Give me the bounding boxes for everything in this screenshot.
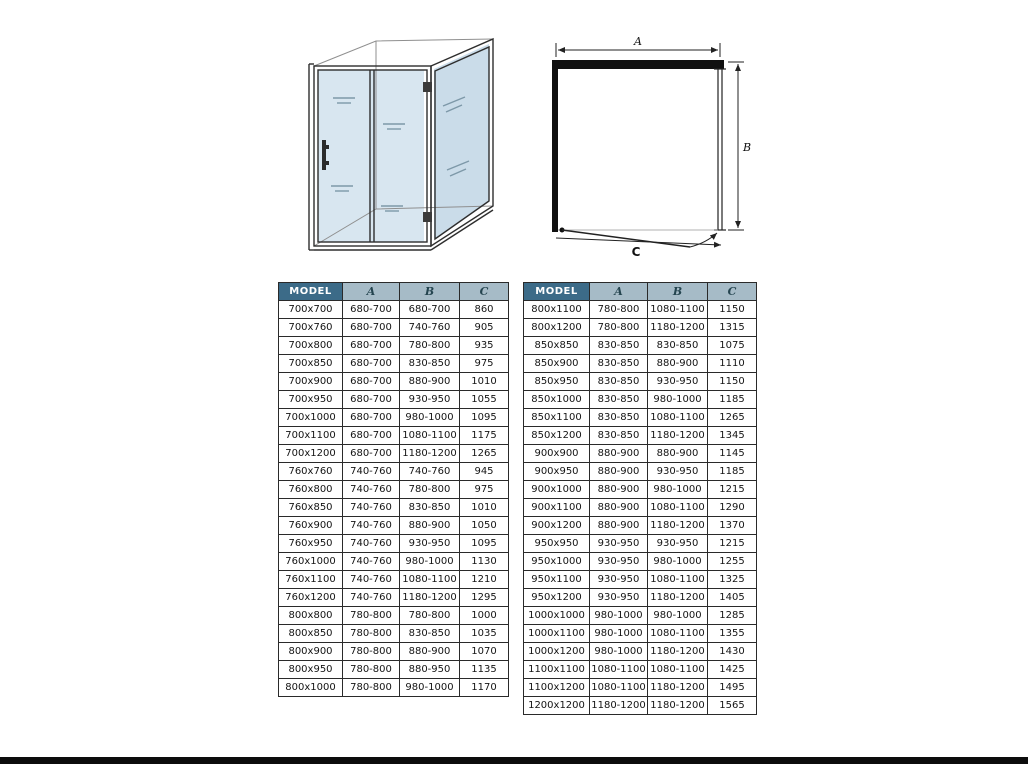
table-cell: 700x800 [279,337,343,355]
table-cell: 1180-1200 [648,697,708,715]
table-cell: 1110 [708,355,757,373]
table-cell: 700x900 [279,373,343,391]
table-cell: 980-1000 [400,679,460,697]
table-cell: 680-700 [343,409,400,427]
header-model: MODEL [524,283,590,301]
table-cell: 800x950 [279,661,343,679]
table-cell: 980-1000 [590,607,648,625]
table-cell: 1210 [460,571,509,589]
table-cell: 880-900 [648,355,708,373]
table-cell: 930-950 [400,391,460,409]
table-cell: 760x900 [279,517,343,535]
table-cell: 830-850 [590,355,648,373]
table-cell: 1075 [708,337,757,355]
table-cell: 1000 [460,607,509,625]
table-row [524,553,757,571]
table-cell: 1050 [460,517,509,535]
table-cell: 850x1100 [524,409,590,427]
table-cell: 760x800 [279,481,343,499]
table-cell: 1095 [460,409,509,427]
table-cell: 1055 [460,391,509,409]
table-cell: 740-760 [343,589,400,607]
table-cell: 880-900 [590,481,648,499]
table-cell: 980-1000 [648,391,708,409]
table-cell: 1200x1200 [524,697,590,715]
table-cell: 1185 [708,463,757,481]
table-cell: 1425 [708,661,757,679]
table-row [279,607,509,625]
table-cell: 900x1100 [524,499,590,517]
table-row [279,679,509,697]
table-row [524,463,757,481]
table-cell: 700x850 [279,355,343,373]
table-row [279,337,509,355]
table-row [524,625,757,643]
table-cell: 930-950 [648,373,708,391]
table-cell: 945 [460,463,509,481]
table-cell: 950x1000 [524,553,590,571]
table-cell: 1180-1200 [400,589,460,607]
size-table-right-body [524,301,757,715]
table-row [524,337,757,355]
table-row [279,445,509,463]
table-cell: 1290 [708,499,757,517]
table-cell: 880-900 [400,517,460,535]
table-cell: 1405 [708,589,757,607]
table-cell: 1095 [460,535,509,553]
table-cell: 700x950 [279,391,343,409]
table-cell: 880-900 [400,373,460,391]
table-cell: 905 [460,319,509,337]
table-row [524,409,757,427]
table-cell: 900x1000 [524,481,590,499]
table-cell: 1265 [460,445,509,463]
table-cell: 1180-1200 [648,679,708,697]
table-cell: 780-800 [400,337,460,355]
header-a: A [590,283,648,301]
table-cell: 680-700 [343,373,400,391]
table-cell: 880-900 [590,445,648,463]
table-cell: 800x850 [279,625,343,643]
table-cell: 900x950 [524,463,590,481]
table-cell: 740-760 [400,319,460,337]
table-cell: 880-900 [590,499,648,517]
table-cell: 880-900 [590,517,648,535]
table-cell: 800x1000 [279,679,343,697]
table-cell: 680-700 [343,355,400,373]
table-row [524,643,757,661]
table-cell: 830-850 [400,625,460,643]
table-cell: 1315 [708,319,757,337]
table-cell: 1080-1100 [648,409,708,427]
table-cell: 1100x1200 [524,679,590,697]
table-cell: 700x1200 [279,445,343,463]
table-cell: 950x1100 [524,571,590,589]
table-cell: 680-700 [343,337,400,355]
table-cell: 780-800 [400,607,460,625]
table-cell: 700x760 [279,319,343,337]
table-cell: 980-1000 [648,607,708,625]
table-row [279,589,509,607]
table-cell: 740-760 [343,535,400,553]
table-row [279,643,509,661]
table-row [279,499,509,517]
side-panel-plan [714,69,726,230]
table-cell: 700x1100 [279,427,343,445]
table-cell: 850x850 [524,337,590,355]
table-row [524,697,757,715]
table-row [279,571,509,589]
dimension-b-label: B [743,141,752,154]
table-cell: 760x760 [279,463,343,481]
table-cell: 1150 [708,373,757,391]
table-cell: 850x1200 [524,427,590,445]
table-row [524,517,757,535]
table-cell: 780-800 [343,643,400,661]
size-table-left-body [279,301,509,697]
table-row [279,481,509,499]
table-cell: 980-1000 [648,553,708,571]
table-cell: 700x700 [279,301,343,319]
table-cell: 760x1000 [279,553,343,571]
table-cell: 850x950 [524,373,590,391]
table-cell: 880-900 [648,445,708,463]
wall-profiles [552,60,724,232]
table-cell: 930-950 [590,535,648,553]
glass-panels [318,44,489,242]
table-cell: 780-800 [400,481,460,499]
table-cell: 1080-1100 [590,661,648,679]
table-cell: 1325 [708,571,757,589]
table-row [524,481,757,499]
table-row [524,319,757,337]
table-cell: 1080-1100 [648,301,708,319]
table-cell: 780-800 [343,607,400,625]
table-cell: 780-800 [343,625,400,643]
table-cell: 680-700 [343,319,400,337]
table-cell: 1175 [460,427,509,445]
table-cell: 700x1000 [279,409,343,427]
table-cell: 680-700 [343,445,400,463]
table-cell: 800x1100 [524,301,590,319]
size-table-right [523,282,757,715]
table-cell: 1370 [708,517,757,535]
table-cell: 1180-1200 [648,319,708,337]
table-cell: 740-760 [343,463,400,481]
table-row [524,607,757,625]
table-cell: 930-950 [648,463,708,481]
table-cell: 975 [460,355,509,373]
table-cell: 740-760 [343,571,400,589]
shower-3d-diagram [297,28,509,272]
table-row [279,373,509,391]
table-cell: 800x1200 [524,319,590,337]
table-cell: 980-1000 [648,481,708,499]
table-cell: 740-760 [343,517,400,535]
table-cell: 850x900 [524,355,590,373]
table-cell: 1080-1100 [648,661,708,679]
table-cell: 980-1000 [400,409,460,427]
table-cell: 760x1200 [279,589,343,607]
table-cell: 1170 [460,679,509,697]
table-cell: 1295 [460,589,509,607]
table-cell: 1565 [708,697,757,715]
table-row [279,463,509,481]
table-cell: 780-800 [590,301,648,319]
table-cell: 850x1000 [524,391,590,409]
table-cell: 830-850 [590,391,648,409]
table-cell: 880-900 [590,463,648,481]
table-row [279,355,509,373]
table-cell: 1145 [708,445,757,463]
table-cell: 760x950 [279,535,343,553]
table-row [524,679,757,697]
table-cell: 1080-1100 [648,571,708,589]
table-cell: 1355 [708,625,757,643]
table-cell: 1080-1100 [648,625,708,643]
table-cell: 830-850 [400,499,460,517]
table-cell: 1185 [708,391,757,409]
table-cell: 860 [460,301,509,319]
table-cell: 930-950 [590,571,648,589]
table-cell: 830-850 [590,373,648,391]
table-cell: 980-1000 [400,553,460,571]
table-cell: 780-800 [590,319,648,337]
table-row [279,319,509,337]
table-cell: 1135 [460,661,509,679]
table-cell: 880-950 [400,661,460,679]
table-row [524,355,757,373]
table-row [524,301,757,319]
table-cell: 900x1200 [524,517,590,535]
table-cell: 1000x1100 [524,625,590,643]
table-row [279,553,509,571]
table-cell: 935 [460,337,509,355]
table-cell: 1345 [708,427,757,445]
table-cell: 780-800 [343,661,400,679]
table-cell: 930-950 [590,589,648,607]
table-row [524,499,757,517]
table-cell: 1080-1100 [590,679,648,697]
dimension-c [556,238,721,245]
table-cell: 680-700 [343,391,400,409]
table-cell: 980-1000 [590,625,648,643]
table-cell: 830-850 [590,427,648,445]
table-cell: 950x1200 [524,589,590,607]
table-row [524,391,757,409]
table-row [279,661,509,679]
table-row [279,517,509,535]
table-row [524,661,757,679]
header-a: A [343,283,400,301]
dimension-a-label: A [634,35,642,48]
table-cell: 1070 [460,643,509,661]
table-cell: 1080-1100 [400,571,460,589]
header-b: B [400,283,460,301]
table-cell: 930-950 [590,553,648,571]
table-cell: 1215 [708,535,757,553]
table-cell: 1080-1100 [400,427,460,445]
table-row [279,391,509,409]
table-cell: 1010 [460,499,509,517]
table-cell: 900x900 [524,445,590,463]
table-cell: 975 [460,481,509,499]
table-cell: 1000x1200 [524,643,590,661]
table-row [524,535,757,553]
table-row [279,625,509,643]
table-cell: 1255 [708,553,757,571]
table-cell: 740-760 [343,553,400,571]
table-cell: 1265 [708,409,757,427]
table-cell: 930-950 [400,535,460,553]
table-cell: 830-850 [400,355,460,373]
table-cell: 1495 [708,679,757,697]
table-cell: 1180-1200 [400,445,460,463]
table-header-row [279,283,509,301]
table-row [279,427,509,445]
header-model: MODEL [279,283,343,301]
table-cell: 1215 [708,481,757,499]
table-cell: 1180-1200 [648,517,708,535]
table-cell: 1180-1200 [648,589,708,607]
table-cell: 830-850 [648,337,708,355]
table-cell: 1130 [460,553,509,571]
table-cell: 1010 [460,373,509,391]
table-row [524,373,757,391]
table-cell: 1180-1200 [590,697,648,715]
table-cell: 680-700 [343,301,400,319]
table-cell: 880-900 [400,643,460,661]
size-table-left [278,282,509,697]
table-row [279,301,509,319]
table-cell: 1430 [708,643,757,661]
table-row [524,571,757,589]
table-cell: 950x950 [524,535,590,553]
table-cell: 830-850 [590,337,648,355]
table-cell: 740-760 [400,463,460,481]
table-row [279,535,509,553]
table-cell: 760x1100 [279,571,343,589]
table-cell: 680-700 [400,301,460,319]
table-row [524,427,757,445]
table-cell: 1180-1200 [648,427,708,445]
table-cell: 680-700 [343,427,400,445]
table-cell: 930-950 [648,535,708,553]
header-c: C [460,283,509,301]
table-row [524,589,757,607]
table-cell: 1180-1200 [648,643,708,661]
shower-plan-diagram [540,34,752,258]
table-cell: 1035 [460,625,509,643]
table-row [279,409,509,427]
header-b: B [648,283,708,301]
table-cell: 1000x1000 [524,607,590,625]
bottom-border-bar [0,757,1028,764]
table-cell: 1150 [708,301,757,319]
table-cell: 740-760 [343,499,400,517]
table-cell: 980-1000 [590,643,648,661]
dimension-b [728,62,744,230]
table-cell: 780-800 [343,679,400,697]
dimension-c-label: C [631,245,641,258]
table-cell: 760x850 [279,499,343,517]
table-cell: 1100x1100 [524,661,590,679]
header-c: C [708,283,757,301]
table-cell: 830-850 [590,409,648,427]
table-row [524,445,757,463]
table-cell: 1080-1100 [648,499,708,517]
table-cell: 1285 [708,607,757,625]
table-cell: 800x800 [279,607,343,625]
table-cell: 800x900 [279,643,343,661]
table-header-row [524,283,757,301]
table-cell: 740-760 [343,481,400,499]
